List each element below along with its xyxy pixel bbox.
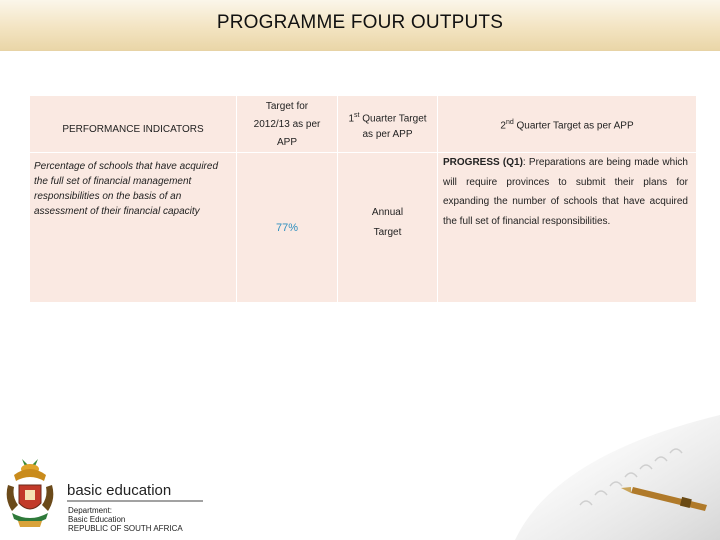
header-q1-target bbox=[338, 96, 438, 153]
logo-wordmark: basic education bbox=[67, 482, 172, 499]
progress-cell bbox=[438, 153, 697, 303]
outputs-table bbox=[29, 95, 697, 303]
header-performance-indicators bbox=[30, 96, 237, 153]
header-annual-target-line3: APP bbox=[276, 137, 297, 148]
coat-of-arms-icon bbox=[7, 459, 54, 527]
header-q2-suffix: nd bbox=[505, 118, 514, 126]
annual-target-cell bbox=[237, 153, 338, 303]
header-q1-line1: Quarter Target bbox=[359, 113, 427, 125]
indicator-text: Percentage of schools that have acquired the full set of financial management responsibilities on the basis of an assessment of their financial capacity bbox=[34, 161, 219, 217]
header-annual-target-line1: Target for bbox=[265, 101, 309, 112]
header-q1-line2: as per APP bbox=[362, 128, 413, 140]
logo-line3: REPUBLIC OF SOUTH AFRICA bbox=[68, 524, 183, 533]
page-title: PROGRAMME FOUR OUTPUTS bbox=[216, 12, 504, 33]
logo-line2: Basic Education bbox=[68, 515, 126, 524]
header-q2-target bbox=[438, 96, 697, 153]
annual-target-value: 77% bbox=[275, 221, 299, 234]
title-divider bbox=[0, 50, 720, 51]
header-annual-target bbox=[237, 96, 338, 153]
q1-target-cell bbox=[338, 153, 438, 303]
header-annual-target-line2: 2012/13 as per bbox=[253, 119, 321, 130]
notebook-page-icon bbox=[515, 415, 720, 540]
q1-target-line2: Target bbox=[373, 226, 402, 238]
indicator-cell bbox=[30, 153, 237, 303]
notebook-pen-decoration bbox=[485, 395, 720, 540]
q1-target-line1: Annual bbox=[371, 206, 404, 218]
logo-line1: Department: bbox=[68, 506, 113, 515]
progress-label: PROGRESS (Q1) bbox=[443, 157, 523, 168]
table-row bbox=[30, 153, 697, 303]
header-q1-suffix: st bbox=[354, 112, 360, 120]
header-q2-label: Quarter Target as per APP bbox=[513, 120, 634, 132]
header-q1-number: 1 bbox=[348, 113, 355, 125]
progress-text: : Preparations are being made which will require provinces to submit their plans for expanding the number of schools that have acquired the full set of financial responsibilities. bbox=[443, 157, 688, 227]
coat-of-arms-logo bbox=[0, 455, 210, 540]
header-performance-indicators-label: PERFORMANCE INDICATORS bbox=[62, 123, 204, 135]
header-q2-number: 2 bbox=[500, 120, 506, 132]
table-header-row bbox=[30, 96, 697, 153]
